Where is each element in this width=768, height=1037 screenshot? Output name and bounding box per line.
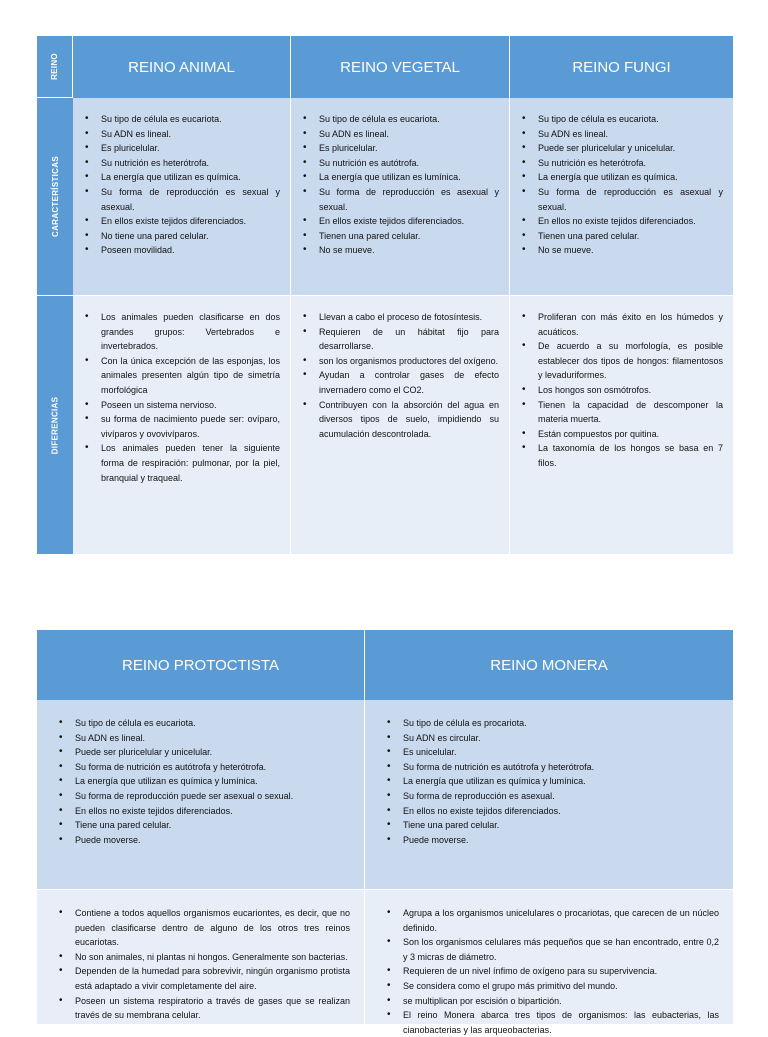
vegetal-caracteristicas-cell [291,98,510,296]
bullet-item: • La energía que utilizan es química y lumínica. [75,774,350,789]
bullet-item: • Tiene una pared celular. [403,818,719,833]
bullet-item: • El reino Monera abarca tres tipos de organismos: las eubacterias, las cianobacterias y las arqueobacterias. [403,1008,719,1037]
bullet-item: • su forma de nacimiento puede ser: ovíparo, vivíparos y ovovivíparos. [101,412,280,441]
bullet-item: • Su forma de nutrición es autótrofa y heterótrofa. [403,760,719,775]
reinos-table-2 [37,630,733,1035]
fungi-diferencias-cell [510,296,733,554]
header-reino-fungi: REINO FUNGI [510,36,733,98]
bullet-item: • En ellos existe tejidos diferenciados. [101,214,280,229]
bullet-item: • La energía que utilizan es química. [538,170,723,185]
bullet-item: • Contiene a todos aquellos organismos eucariontes, es decir, que no pueden clasificarse dentro de alguno de los otros tres reinos eucariotas. [75,906,350,950]
bullet-item: • Su nutrición es heterótrofa. [101,156,280,171]
bullet-item: • Se considera como el grupo más primitivo del mundo. [403,979,719,994]
bullet-item: • Su forma de reproducción es asexual y sexual. [319,185,499,214]
bullet-item: • Puede moverse. [403,833,719,848]
monera-diferencias-list [365,890,733,1037]
bullet-item: • Su tipo de célula es procariota. [403,716,719,731]
bullet-item: • Su ADN es circular. [403,731,719,746]
vegetal-caracteristicas-list [291,98,509,258]
bullet-item: • Poseen un sistema nervioso. [101,398,280,413]
bullet-item: • Es pluricelular. [101,141,280,156]
bullet-item: • Su nutrición es heterótrofa. [538,156,723,171]
bullet-item: • se multiplican por escisión o bipartición. [403,994,719,1009]
bullet-item: • Es unicelular. [403,745,719,760]
bullet-item: • La energía que utilizan es lumínica. [319,170,499,185]
bullet-item: • Su ADN es lineal. [538,127,723,142]
bullet-item: • En ellos existe tejidos diferenciados. [319,214,499,229]
bullet-item: • Su ADN es lineal. [75,731,350,746]
monera-caracteristicas-cell [365,700,733,890]
bullet-item: • La energía que utilizan es química. [101,170,280,185]
side-label-caracteristicas: CARACTERÍSTICAS [37,98,73,296]
bullet-item: • Los hongos son osmótrofos. [538,383,723,398]
bullet-item: • En ellos no existe tejidos diferenciados. [403,804,719,819]
bullet-item: • Los animales pueden tener la siguiente forma de respiración: pulmonar, por la piel, branquial y traqueal. [101,441,280,485]
bullet-item: • La energía que utilizan es química y lumínica. [403,774,719,789]
bullet-item: • Su tipo de célula es eucariota. [319,112,499,127]
bullet-item: • Contribuyen con la absorción del agua en diversos tipos de suelo, impidiendo su acumulación descontrolada. [319,398,499,442]
bullet-item: • Tiene una pared celular. [75,818,350,833]
bullet-item: • No se mueve. [319,243,499,258]
bullet-item: • Su ADN es lineal. [101,127,280,142]
bullet-item: • Su forma de reproducción es sexual y asexual. [101,185,280,214]
bullet-item: • Poseen movilidad. [101,243,280,258]
bullet-item: • Su nutrición es autótrofa. [319,156,499,171]
bullet-item: • No son animales, ni plantas ni hongos. Generalmente son bacterias. [75,950,350,965]
fungi-caracteristicas-cell [510,98,733,296]
protoctista-caracteristicas-cell [37,700,365,890]
protoctista-diferencias-list [37,890,364,1023]
bullet-item: • Llevan a cabo el proceso de fotosíntesis. [319,310,499,325]
bullet-item: • Su tipo de célula es eucariota. [538,112,723,127]
bullet-item: • No tiene una pared celular. [101,229,280,244]
bullet-item: • En ellos no existe tejidos diferenciados. [538,214,723,229]
side-header-reino: REINO [37,36,73,98]
bullet-item: • Es pluricelular. [319,141,499,156]
bullet-item: • La taxonomía de los hongos se basa en 7 filos. [538,441,723,470]
bullet-item: • Puede ser pluricelular y unicelular. [538,141,723,156]
bullet-item: • Tienen una pared celular. [538,229,723,244]
bullet-item: • Agrupa a los organismos unicelulares o procariotas, que carecen de un núcleo definido. [403,906,719,935]
bullet-item: • Poseen un sistema respiratorio a través de gases que se realizan través de su membrana celular. [75,994,350,1023]
bullet-item: • Su forma de reproducción es asexual. [403,789,719,804]
vegetal-diferencias-cell [291,296,510,554]
bullet-item: • Proliferan con más éxito en los húmedos y acuáticos. [538,310,723,339]
bullet-item: • Su forma de nutrición es autótrofa y heterótrofa. [75,760,350,775]
monera-caracteristicas-list [365,700,733,847]
bullet-item: • Su forma de reproducción es asexual y sexual. [538,185,723,214]
bullet-item: • Dependen de la humedad para sobrevivir, ningún organismo protista está adaptado a vivir completamente del aire. [75,964,350,993]
bullet-item: • son los organismos productores del oxígeno. [319,354,499,369]
monera-diferencias-cell [365,890,733,1035]
protoctista-caracteristicas-list [37,700,364,847]
bullet-item: • Los animales pueden clasificarse en dos grandes grupos: Vertebrados e invertebrados. [101,310,280,354]
bullet-item: • Ayudan a controlar gases de efecto invernadero como el CO2. [319,368,499,397]
reinos-table-1 [37,36,733,554]
animal-diferencias-cell [73,296,291,554]
bullet-item: • Puede moverse. [75,833,350,848]
bullet-item: • Tienen la capacidad de descomponer la materia muerta. [538,398,723,427]
bullet-item: • Puede ser pluricelular y unicelular. [75,745,350,760]
header-reino-protoctista: REINO PROTOCTISTA [37,630,365,700]
bullet-item: • Son los organismos celulares más pequeños que se han encontrado, entre 0,2 y 3 micras de diámetro. [403,935,719,964]
header-reino-vegetal: REINO VEGETAL [291,36,510,98]
fungi-diferencias-list [510,296,733,471]
bullet-item: • Están compuestos por quitina. [538,427,723,442]
side-label-diferencias: DIFERENCIAS [37,296,73,554]
protoctista-diferencias-cell [37,890,365,1024]
animal-caracteristicas-cell [73,98,291,296]
fungi-caracteristicas-list [510,98,733,258]
bullet-item: • No se mueve. [538,243,723,258]
bullet-item: • Su ADN es lineal. [319,127,499,142]
bullet-item: • Con la única excepción de las esponjas, los animales presenten algún tipo de simetría morfológica [101,354,280,398]
bullet-item: • Requieren de un hábitat fijo para desarrollarse. [319,325,499,354]
header-reino-monera: REINO MONERA [365,630,733,700]
header-reino-animal: REINO ANIMAL [73,36,291,98]
bullet-item: • Tienen una pared celular. [319,229,499,244]
bullet-item: • Su tipo de célula es eucariota. [101,112,280,127]
bullet-item: • Requieren de un nivel ínfimo de oxígeno para su supervivencia. [403,964,719,979]
vegetal-diferencias-list [291,296,509,441]
animal-caracteristicas-list [73,98,290,258]
bullet-item: • De acuerdo a su morfología, es posible establecer dos tipos de hongos: filamentosos y levaduriformes. [538,339,723,383]
bullet-item: • Su tipo de célula es eucariota. [75,716,350,731]
bullet-item: • En ellos no existe tejidos diferenciados. [75,804,350,819]
bullet-item: • Su forma de reproducción puede ser asexual o sexual. [75,789,350,804]
animal-diferencias-list [73,296,290,485]
